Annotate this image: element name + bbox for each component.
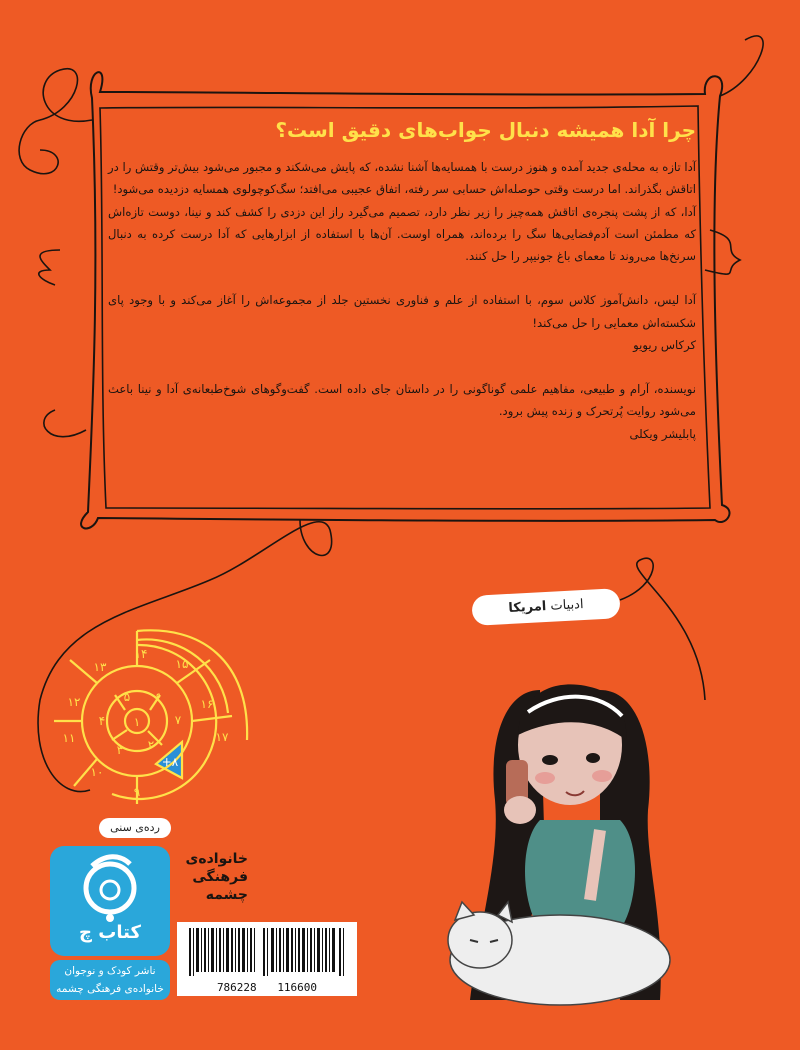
logo-text: کتاب چ xyxy=(79,922,141,943)
book-question-title: چرا آدا همیشه دنبال جواب‌های دقیق است؟ xyxy=(275,118,696,142)
paragraph: آدا لیس، دانش‌آموز کلاس سوم، با استفاده از علم و فناوری نخستین جلد از مجموعه‌اش را آغاز می‌کند و با وجود پای شکسته‌اش معمایی را حل می‌کند! xyxy=(108,293,696,330)
publisher-line: خانواده‌ی فرهنگی چشمه xyxy=(56,983,164,995)
barcode-digits-right: 116600 xyxy=(277,981,318,994)
spiral-label: ۳ xyxy=(116,743,124,757)
family-logo-line: فرهنگی xyxy=(192,869,248,885)
spiral-label: ۱۶ xyxy=(200,697,214,711)
spiral-label: ۹ xyxy=(133,785,141,799)
description-box xyxy=(108,118,696,445)
spiral-label: ۱ xyxy=(133,715,141,729)
publisher-logo xyxy=(50,846,170,956)
spiral-label: ۶ xyxy=(154,690,162,704)
barcode-bars-icon xyxy=(177,922,357,978)
publisher-line: ناشر کودک و نوجوان xyxy=(64,965,156,977)
paragraph: نویسنده، آرام و طبیعی، مفاهیم علمی گوناگونی را در داستان جای داده است. گفت‌وگوهای شوخ‌طبعانه‌ی آدا و نینا باعث می‌شود روایت پُرتحرک و زنده پیش برود. xyxy=(108,382,696,419)
spiral-label: ۲ xyxy=(147,738,155,752)
spiral-label: ۱۳ xyxy=(93,660,107,674)
family-logo-line: چشمه xyxy=(205,887,248,903)
publisher-info xyxy=(50,960,170,1000)
barcode-digits-left: 786228 xyxy=(216,981,257,994)
spiral-label: ۱۲ xyxy=(67,695,81,709)
spiral-label: ۷ xyxy=(174,713,182,727)
review-credit: کرکاس ریویو xyxy=(633,338,696,353)
girl-illustration-icon xyxy=(448,684,670,1005)
spiral-label: ۱۴ xyxy=(134,647,148,661)
cheshmeh-family-logo xyxy=(178,850,248,904)
barcode xyxy=(177,922,357,996)
paragraph: آدا تازه به محله‌ی جدید آمده و هنوز درست با همسایه‌ها آشنا نشده، که پایش می‌شکند و مجبور می‌شود بیش‌تر وقتش را در اتاقش بگذراند. اما درست وقتی حوصله‌اش حسابی سر رفته، اتفاق عجیبی می‌افتد؛ سگ‌کوچولوی همسایه دزدیده می‌شود! xyxy=(108,160,696,197)
spiral-label: ۵ xyxy=(123,690,131,704)
family-logo-line: خانواده‌ی xyxy=(185,851,248,867)
number-spiral xyxy=(54,630,247,804)
badge-prefix: ادبیات xyxy=(550,597,584,614)
spiral-label: ۴ xyxy=(98,714,106,728)
spiral-label: ۱۱ xyxy=(62,731,76,745)
spiral-label: ۱۵ xyxy=(175,657,189,671)
review-credit: پابلیشر ویکلی xyxy=(629,426,696,441)
spiral-label: +۸ xyxy=(161,755,179,769)
ketab-cheh-icon xyxy=(50,846,170,926)
spiral-label: ۱۷ xyxy=(215,730,229,744)
paragraph: آدا، که از پشت پنجره‌ی اتاقش همه‌چیز را زیر نظر دارد، تصمیم می‌گیرد راز این دزدی را کشف کند و نینا، دوست تازه‌اش که مطمئن است آدم‌فضایی‌ها سگ را برده‌اند، همراه اوست. آن‌ها با استفاده از ابزارهایی که آدا درست کرده به دنبال سرنخ‌ها می‌روند تا معمای باغ جونیپر را حل کنند. xyxy=(108,204,696,264)
barcode-digits xyxy=(177,981,357,994)
badge-country: امریکا xyxy=(508,598,547,616)
age-range-label: رده‌ی سنی xyxy=(99,818,171,838)
spiral-label: ۱۰ xyxy=(90,765,104,779)
